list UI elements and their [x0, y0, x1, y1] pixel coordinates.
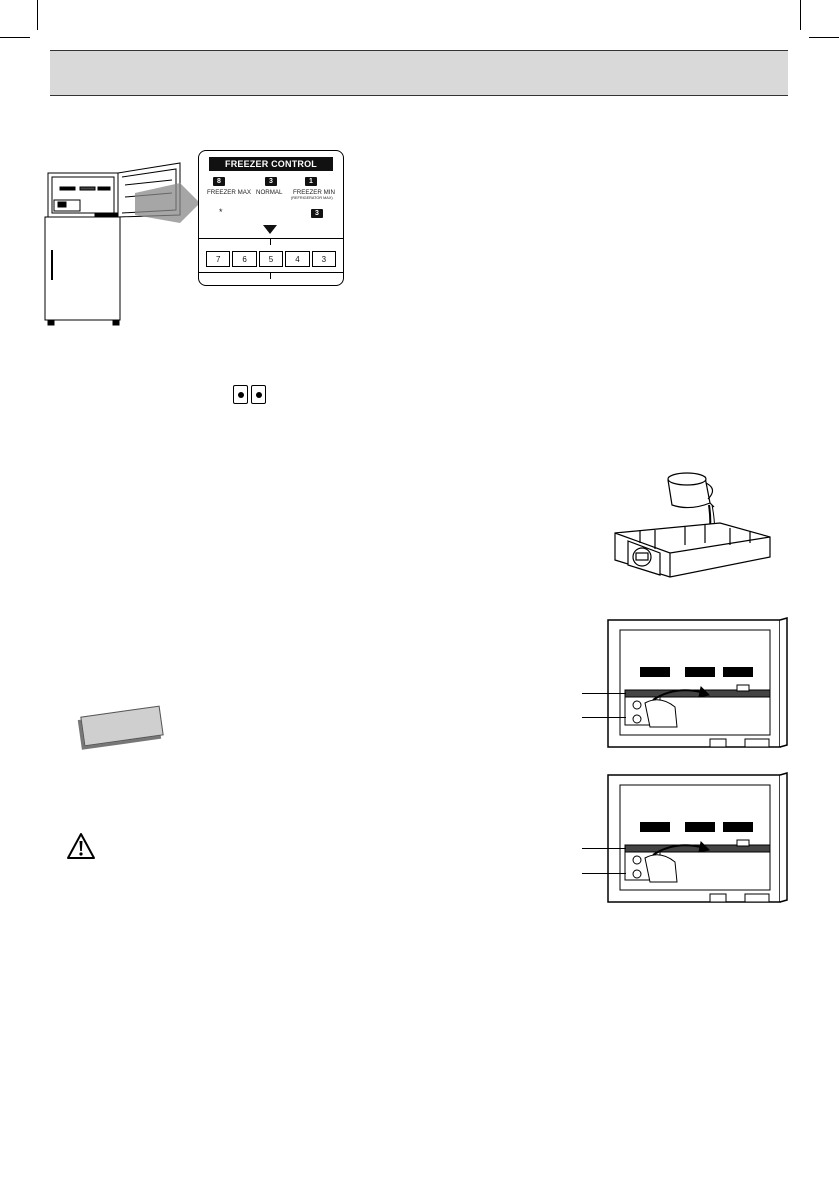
section-header-bar: [50, 50, 788, 96]
warning-icon: [66, 832, 96, 860]
crop-mark: [37, 0, 38, 30]
callout-line: [582, 717, 626, 718]
refrigerator-illustration: [40, 155, 200, 330]
freezer-interior-illustration-2: [605, 770, 790, 905]
temperature-scale: [206, 251, 336, 267]
crop-mark: [800, 0, 801, 30]
freezer-control-panel: [198, 150, 344, 286]
callout-line: [582, 873, 626, 874]
callout-line: [582, 848, 626, 849]
scale-cell: 6: [232, 251, 256, 267]
dot-button-icon: [233, 385, 248, 404]
panel-tick: [270, 239, 271, 245]
scale-cell: 3: [312, 251, 336, 267]
setting-badge-freezer-max: 8: [213, 177, 225, 186]
note-label-tag: [80, 706, 163, 747]
ice-tray-pouring-illustration: [610, 465, 785, 590]
setting-label-freezer-min: FREEZER MIN: [293, 189, 335, 196]
panel-title: FREEZER CONTROL: [209, 157, 333, 171]
scale-cell: 4: [285, 251, 309, 267]
setting-label-normal: NORMAL: [256, 189, 283, 196]
scale-cell: 5: [259, 251, 283, 267]
panel-divider: [199, 272, 343, 273]
setting-badge-normal: 3: [265, 177, 277, 186]
lower-right-badge: 3: [311, 209, 323, 218]
scale-cell: 7: [206, 251, 230, 267]
setting-badge-freezer-min: 1: [305, 177, 317, 186]
dual-button-icon: [233, 385, 266, 404]
down-arrow-icon: [263, 225, 277, 234]
panel-divider: [199, 238, 343, 239]
setting-label-freezer-max: FREEZER MAX: [207, 189, 252, 196]
callout-line: [582, 693, 626, 694]
setting-sublabel-refrigerator-max: (REFRIGERATOR MAX): [291, 196, 333, 200]
dot-button-icon: [251, 385, 266, 404]
panel-tick: [270, 273, 271, 279]
crop-mark: [0, 37, 30, 38]
asterisk-mark: *: [219, 207, 223, 217]
crop-mark: [809, 37, 839, 38]
freezer-interior-illustration-1: [605, 615, 790, 750]
